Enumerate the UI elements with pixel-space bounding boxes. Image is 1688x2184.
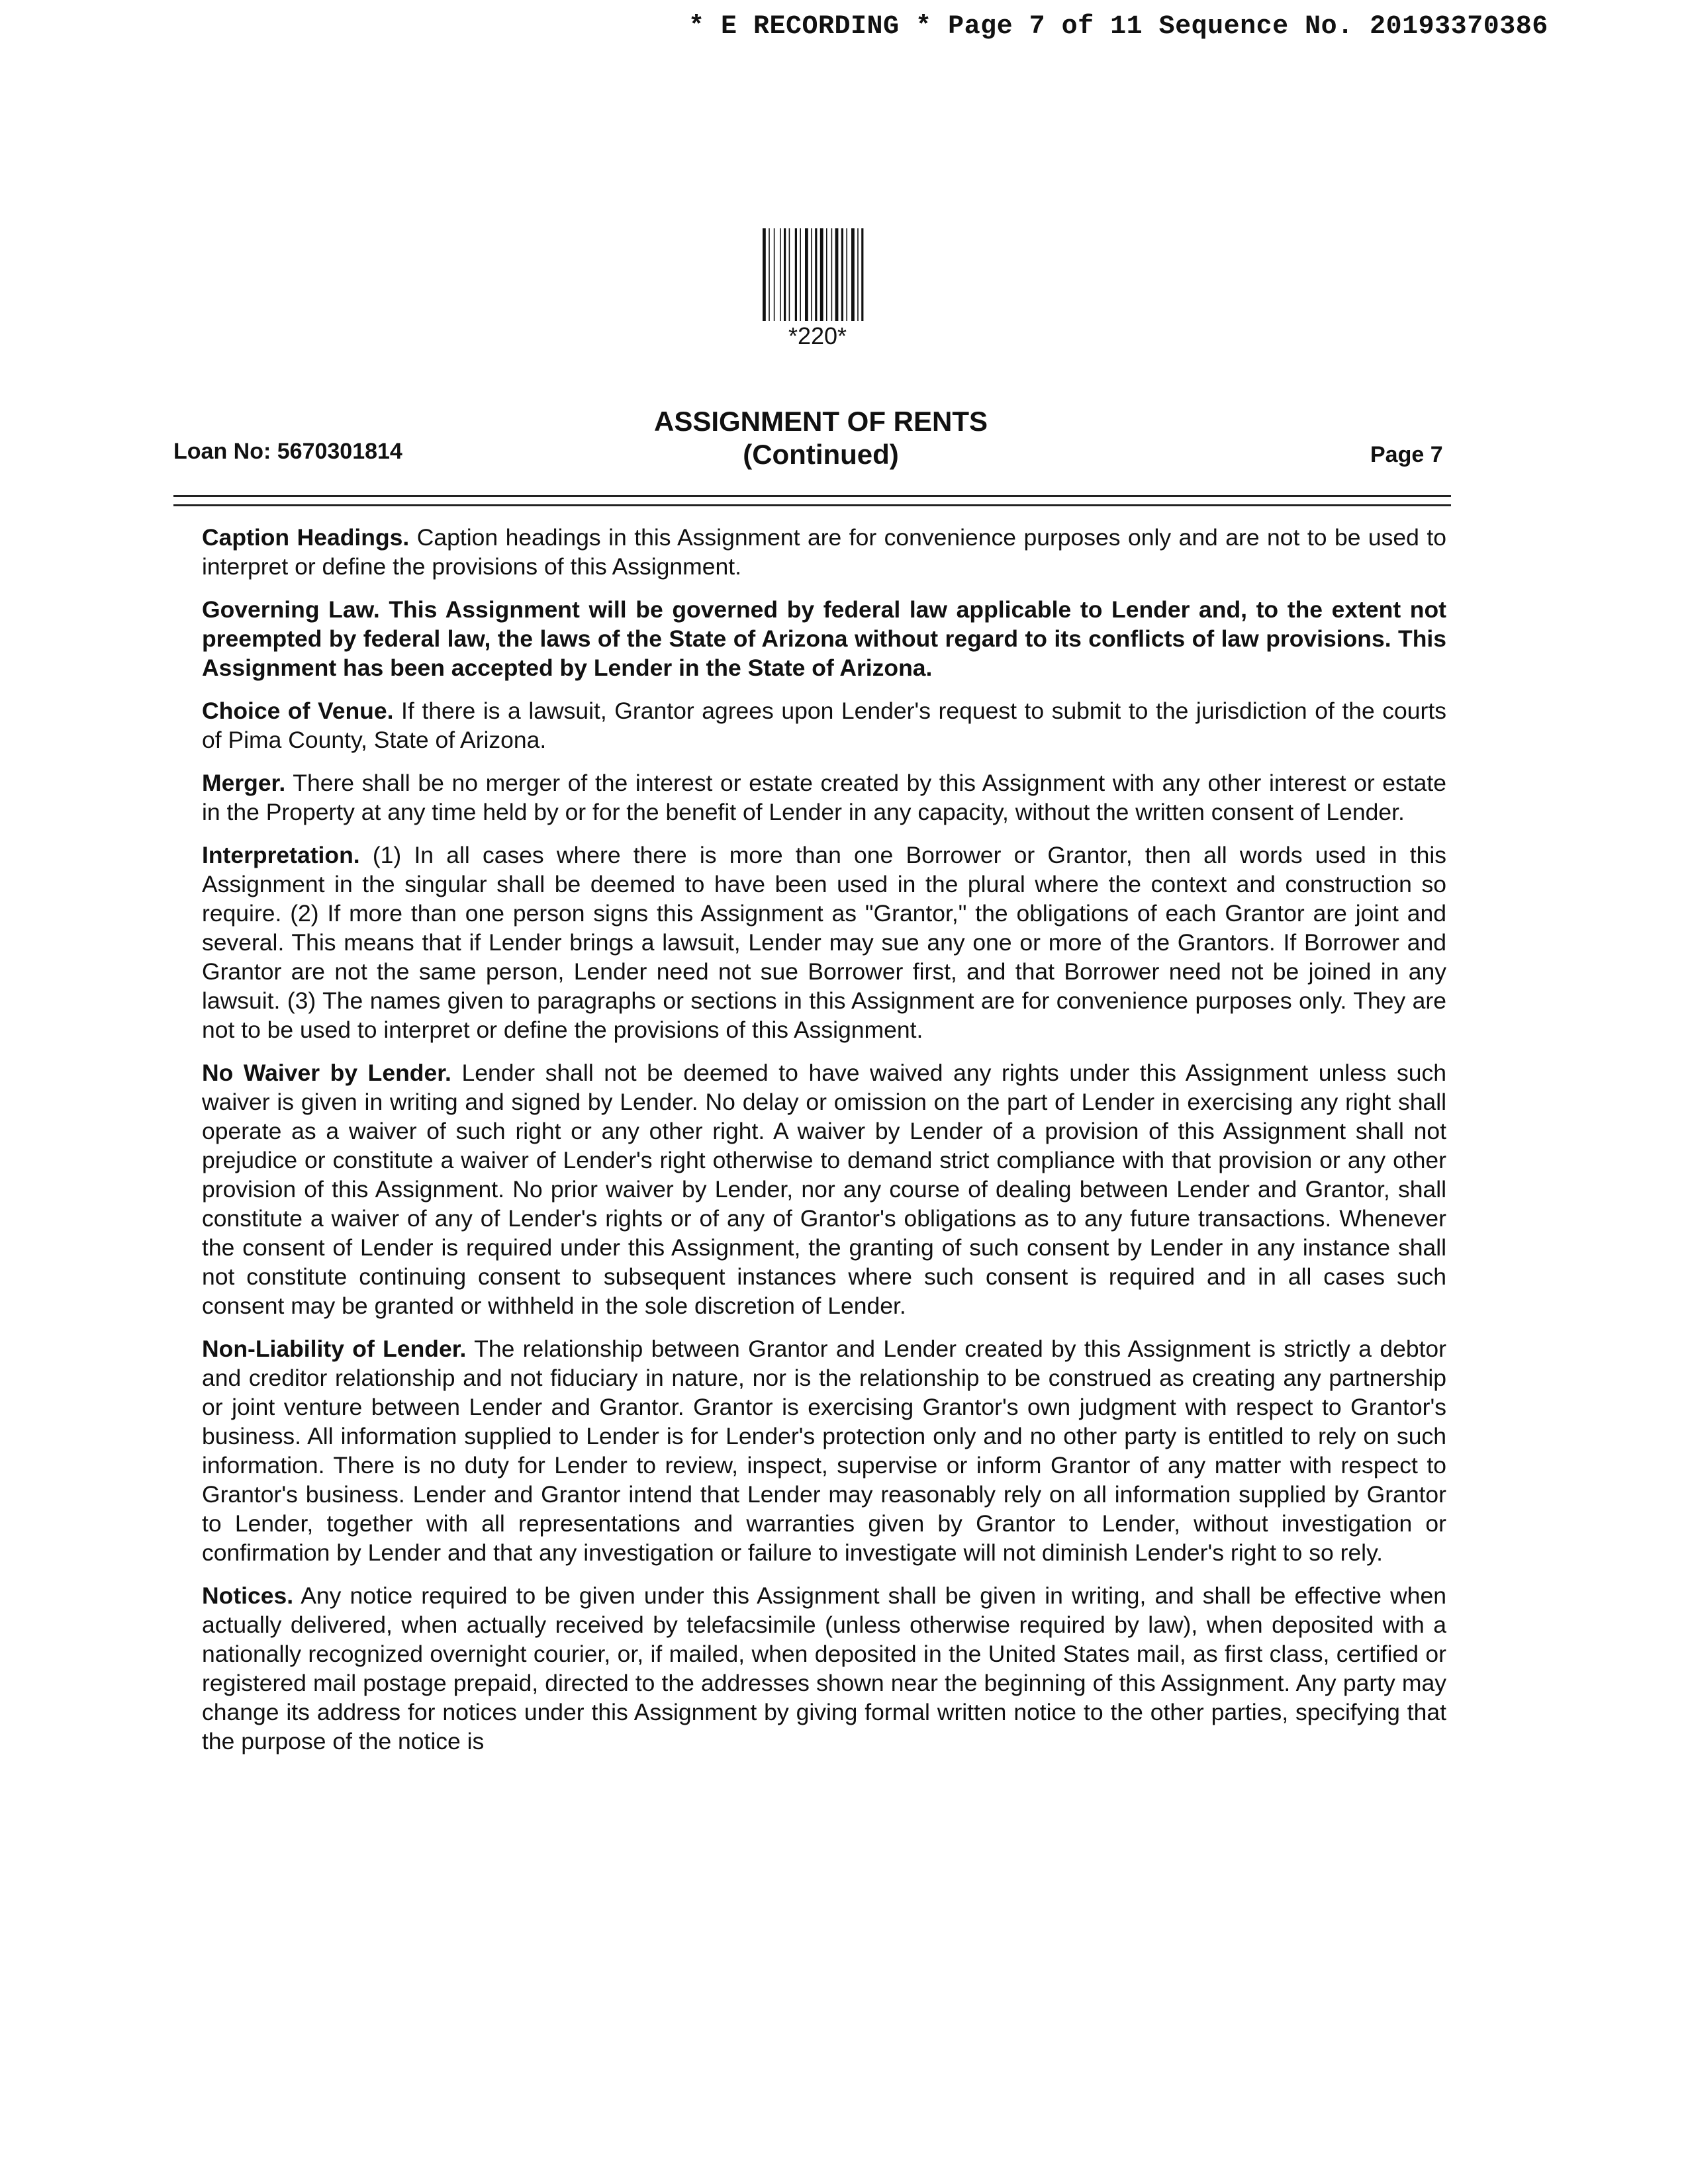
section-text: The relationship between Grantor and Lender created by this Assignment is strictly a debtor and creditor relationship and not fiduciary in nature, nor is the relationship to be construed as creating any partnership or joint venture between Lender and Grantor. Grantor is exercising Grantor's own judgment with respect to Grantor's business. All information supplied to Lender is for Lender's protection only and no other party is entitled to rely on such information. There is no duty for Lender to review, inspect, supervise or inform Grantor of any matter with respect to Grantor's business. Lender and Grantor intend that Lender may reasonably rely on all information supplied by Grantor to Lender, together with all representations and warranties given by Grantor to Lender, without investigation or confirmation by Lender and that any investigation or failure to investigate will not diminish Lender's right to so rely. <box>202 1336 1446 1566</box>
section-non-liability <box>202 1334 1446 1567</box>
section-no-waiver <box>202 1058 1446 1320</box>
title-line-1: ASSIGNMENT OF RENTS <box>653 406 988 437</box>
barcode-text: *220* <box>788 322 847 349</box>
section-heading: Governing Law. <box>202 596 380 623</box>
section-text: Lender shall not be deemed to have waived any rights under this Assignment unless such waiver is given in writing and signed by Lender. No delay or omission on the part of Lender in exercising any right shall operate as a waiver of such right or any other right. A waiver by Lender of a provision of this Assignment shall not prejudice or constitute a waiver of Lender's right otherwise to demand strict compliance with that provision or any other provision of this Assignment. No prior waiver by Lender, nor any course of dealing between Lender and Grantor, shall constitute a waiver of any of Lender's rights or of any of Grantor's obligations as to any future transactions. Whenever the consent of Lender is required under this Assignment, the granting of such consent by Lender in any instance shall not constitute continuing consent to subsequent instances where such consent is required and in all cases such consent may be granted or withheld in the sole discretion of Lender. <box>202 1060 1446 1319</box>
section-choice-of-venue <box>202 696 1446 754</box>
header-rule-top <box>173 495 1451 497</box>
section-text: There shall be no merger of the interest or estate created by this Assignment with any other interest or estate in the Property at any time held by or for the benefit of Lender in any capacity, without the written consent of Lender. <box>202 770 1446 825</box>
section-heading: Non-Liability of Lender. <box>202 1336 467 1362</box>
barcode <box>761 228 874 350</box>
page-number: Page 7 <box>1370 442 1443 467</box>
section-caption-headings <box>202 523 1446 581</box>
section-text: This Assignment will be governed by federal law applicable to Lender and, to the extent not preempted by federal law, the laws of the State of Arizona without regard to its conflicts of law provisions. This Assignment has been accepted by Lender in the State of Arizona. <box>202 596 1446 681</box>
section-text: (1) In all cases where there is more than one Borrower or Grantor, then all words used in this Assignment in the singular shall be deemed to have been used in the plural where the context and construction so require. (2) If more than one person signs this Assignment as "Grantor," the obligations of each Grantor are joint and several. This means that if Lender brings a lawsuit, Lender may sue any one or more of the Grantors. If Borrower and Grantor are not the same person, Lender need not sue Borrower first, and that Borrower need not be joined in any lawsuit. (3) The names given to paragraphs or sections in this Assignment are for convenience purposes only. They are not to be used to interpret or define the provisions of this Assignment. <box>202 842 1446 1043</box>
document-title <box>563 405 1079 471</box>
section-notices <box>202 1581 1446 1756</box>
section-heading: Caption Headings. <box>202 524 410 551</box>
section-heading: Choice of Venue. <box>202 698 394 724</box>
section-governing-law <box>202 595 1446 682</box>
section-interpretation <box>202 841 1446 1044</box>
section-text: Any notice required to be given under this Assignment shall be given in writing, and shall be effective when actually delivered, when actually received by telefacsimile (unless otherwise required by law), when deposited with a nationally recognized overnight courier, or, if mailed, when deposited in the United States mail, as first class, certified or registered mail postage prepaid, directed to the addresses shown near the beginning of this Assignment. Any party may change its address for notices under this Assignment by giving formal written notice to the other parties, specifying that the purpose of the notice is <box>202 1582 1446 1754</box>
recording-header: * E RECORDING * Page 7 of 11 Sequence No. 20193370386 <box>688 12 1548 42</box>
section-text: Caption headings in this Assignment are for convenience purposes only and are not to be used to interpret or define the provisions of this Assignment. <box>202 524 1446 580</box>
loan-number: Loan No: 5670301814 <box>173 439 402 464</box>
section-heading: Notices. <box>202 1582 294 1609</box>
barcode-icon <box>761 228 874 321</box>
section-heading: Merger. <box>202 770 286 796</box>
title-line-2: (Continued) <box>743 439 899 470</box>
section-merger <box>202 768 1446 827</box>
document-body <box>202 523 1446 1770</box>
header-rule-bottom <box>173 504 1451 506</box>
section-text: If there is a lawsuit, Grantor agrees upon Lender's request to submit to the jurisdiction of the courts of Pima County, State of Arizona. <box>202 698 1446 753</box>
section-heading: Interpretation. <box>202 842 360 868</box>
section-heading: No Waiver by Lender. <box>202 1060 451 1086</box>
